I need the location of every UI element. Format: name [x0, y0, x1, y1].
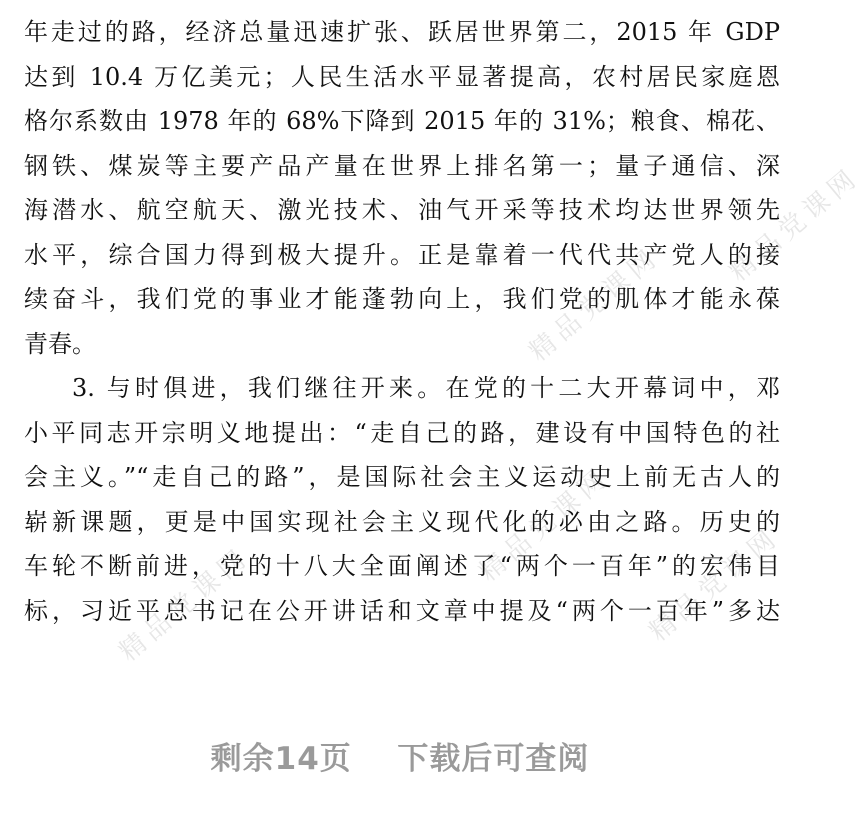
watermark: 精品党课网	[643, 521, 786, 648]
watermark: 精品党课网	[113, 541, 256, 668]
paragraph-line: 钢铁、煤炭等主要产品产量在世界上排名第一；量子通信、深	[24, 151, 780, 180]
paragraph-line: 水平，综合国力得到极大提升。正是靠着一代代共产党人的接	[24, 240, 780, 269]
paragraph-line: 车轮不断前进，党的十八大全面阐述了“两个一百年”的宏伟目	[24, 552, 780, 580]
remaining-pages-label: 剩余14页	[210, 741, 352, 777]
watermark: 精品党课网	[523, 241, 666, 368]
paragraph-line: 标，习近平总书记在公开讲话和文章中提及“两个一百年”多达	[24, 596, 780, 625]
paragraph-line: 崭新课题，更是中国实现社会主义现代化的必由之路。历史的	[24, 507, 780, 536]
document-body	[24, 10, 780, 633]
paragraph-line: 3. 与时俱进，我们继往开来。在党的十二大开幕词中，邓	[72, 374, 780, 402]
paragraph-line: 海潜水、航空航天、激光技术、油气开采等技术均达世界领先	[24, 196, 780, 224]
paragraph-line: 青春。	[24, 329, 96, 358]
paragraph-line: 格尔系数由 1978 年的 68%下降到 2015 年的 31%；粮食、棉花、	[24, 107, 780, 135]
watermark: 精品党课网	[473, 461, 616, 588]
watermark: 精品党课网	[723, 161, 866, 288]
paragraph-line: 续奋斗，我们党的事业才能蓬勃向上，我们党的肌体才能永葆	[24, 285, 780, 313]
paragraph-line: 会主义。”“走自己的路”，是国际社会主义运动史上前无古人的	[24, 463, 780, 491]
download-prompt[interactable]	[0, 733, 800, 778]
paragraph-line: 年走过的路，经济总量迅速扩张、跃居世界第二，2015 年 GDP	[24, 18, 780, 46]
paragraph-line: 小平同志开宗明义地提出：“走自己的路，建设有中国特色的社	[24, 418, 780, 447]
paragraph-line: 达到 10.4 万亿美元；人民生活水平显著提高，农村居民家庭恩	[24, 62, 780, 91]
download-hint-label: 下载后可查阅	[397, 741, 590, 777]
